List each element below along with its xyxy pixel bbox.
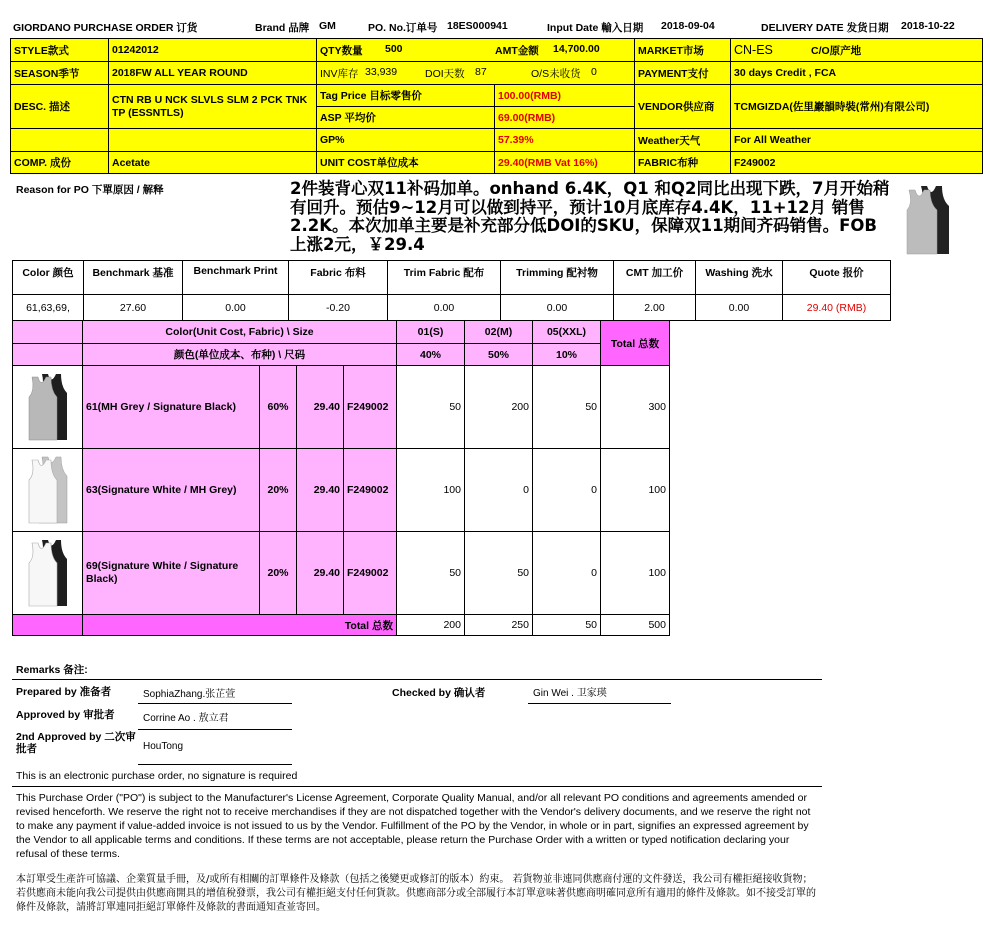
inv-label: INV库存 (320, 67, 359, 80)
qty-cell: 0 (533, 449, 601, 532)
size-header-en: Color(Unit Cost, Fabric) \ Size (83, 321, 397, 344)
row-total: 300 (601, 366, 670, 449)
cost-header-row (13, 261, 891, 295)
po-header (13, 20, 973, 36)
reason-text: 2件装背心双11补码加单。onhand 6.4K，Q1 和Q2同比出现下跌，7月开始稍有回升。预估9~12月可以做到持平，预计10月底库存4.4K，11+12月 销售2.2K。本次加单主要是补充部分低DOI的SKU，保障双11期间齐码销售。FOB上涨2元，￥29.4 (290, 179, 890, 254)
product-thumbnail-image (905, 184, 951, 256)
vendor-label: VENDOR供应商 (635, 85, 731, 129)
cost-header-cell: Color 颜色 (13, 261, 84, 295)
color-thumbnail (13, 449, 83, 532)
comp-value: Acetate (109, 152, 317, 174)
color-cost: 29.40 (297, 366, 344, 449)
color-name: 69(Signature White / Signature Black) (83, 532, 260, 615)
color-thumbnail (13, 532, 83, 615)
color-fabric: F249002 (344, 366, 397, 449)
qty-cell: 0 (465, 449, 533, 532)
table-row (13, 449, 670, 532)
qty-label: QTY数量 (320, 44, 363, 57)
os-label: O/S未收货 (531, 68, 581, 80)
blank-cell (109, 129, 317, 152)
qty-amt-cell (317, 39, 635, 62)
qty-cell: 100 (397, 449, 465, 532)
grand-total-cell: 200 (397, 615, 465, 636)
color-pct: 60% (260, 366, 297, 449)
size-pct: 50% (465, 344, 533, 366)
blank-cell (11, 129, 109, 152)
inv-value: 33,939 (365, 66, 398, 78)
grand-total-cell: 500 (601, 615, 670, 636)
row-total: 100 (601, 532, 670, 615)
white-grey-tank-image (27, 455, 69, 525)
prepared-by-name: SophiaZhang.张芷萱 (143, 689, 236, 700)
style-value: 01242012 (109, 39, 317, 62)
color-pct: 20% (260, 532, 297, 615)
legal-terms-cn: 本訂單受生產許可協議、企業質量手冊，及/或所有相關的訂單條件及條款（包括之後變更或修訂的版本）約束。 若貨物並非連同供應商付運的文件發送，我公司有權拒絕接收貨物；若供應商未能向我公司提供由供應商開具的增值稅發票，我公司有權拒絕支付任何貨款。供應商部分或全部履行本訂單意味著供應商明確同意所有適用的條件及條款。如不接受訂單的條件及條款，請將訂單連同拒絕訂單條件及條款的書面通知查並寄回。 (16, 874, 816, 913)
qty-value: 500 (385, 43, 403, 55)
signature-line (138, 729, 292, 730)
signature-line (528, 703, 671, 704)
second-approved-name: HouTong (143, 741, 184, 752)
quote-value-cell: 29.40 (RMB) (783, 295, 891, 321)
size-breakdown-table (12, 320, 670, 636)
grand-total-cell: 50 (533, 615, 601, 636)
input-date: 2018-09-04 (661, 20, 715, 32)
input-date-label: Input Date 輸入日期 (547, 22, 644, 34)
cost-header-cell: CMT 加工价 (614, 261, 696, 295)
divider (12, 786, 822, 787)
approved-by-name: Corrine Ao . 敖立君 (143, 713, 229, 724)
size-name: 02(M) (465, 321, 533, 344)
qty-cell: 50 (465, 532, 533, 615)
blank-cell (13, 615, 83, 636)
desc-label: DESC. 描述 (11, 85, 109, 129)
color-pct: 20% (260, 449, 297, 532)
os-value: 0 (591, 66, 597, 78)
cost-header-cell: Benchmark 基准 (84, 261, 183, 295)
co-label: C/O原产地 (811, 45, 862, 57)
season-label: SEASON季节 (11, 62, 109, 85)
gp-value: 57.39% (495, 129, 635, 152)
market-cell (731, 39, 983, 62)
cost-value-cell: 27.60 (84, 295, 183, 321)
checked-by-name: Gin Wei . 卫家瑛 (533, 688, 607, 699)
style-label: STYLE款式 (11, 39, 109, 62)
color-thumbnail (13, 366, 83, 449)
inv-cell (317, 62, 635, 85)
signature-line (138, 703, 292, 704)
fabric-value: F249002 (731, 152, 983, 174)
grand-total-cell: 250 (465, 615, 533, 636)
amt-label: AMT金额 (495, 45, 539, 57)
grand-total-row (13, 615, 670, 636)
color-fabric: F249002 (344, 532, 397, 615)
grand-total-label: Total 总数 (83, 615, 397, 636)
color-name: 61(MH Grey / Signature Black) (83, 366, 260, 449)
cost-value-row (13, 295, 891, 321)
payment-label: PAYMENT支付 (635, 62, 731, 85)
brand-value: GM (319, 20, 336, 32)
cost-header-cell: Quote 报价 (783, 261, 891, 295)
season-value: 2018FW ALL YEAR ROUND (109, 62, 317, 85)
cost-header-cell: Trimming 配衬物 (501, 261, 614, 295)
size-header-cn: 颜色(单位成本、布种) \ 尺码 (83, 344, 397, 366)
po-title: GIORDANO PURCHASE ORDER 订货 (13, 22, 198, 34)
delivery-date: 2018-10-22 (901, 20, 955, 32)
grey-black-tank-image (27, 372, 69, 442)
color-fabric: F249002 (344, 449, 397, 532)
total-header: Total 总数 (601, 321, 670, 366)
doi-label: DOI天数 (425, 68, 465, 80)
cost-header-cell: Washing 洗水 (696, 261, 783, 295)
brand-label: Brand 品牌 (255, 22, 310, 34)
reason-label: Reason for PO 下單原因 / 解释 (16, 184, 164, 196)
qty-cell: 50 (397, 366, 465, 449)
size-name: 01(S) (397, 321, 465, 344)
size-pct: 40% (397, 344, 465, 366)
cost-value-cell: 0.00 (388, 295, 501, 321)
fabric-label: FABRIC布种 (635, 152, 731, 174)
unit-cost-value: 29.40(RMB Vat 16%) (495, 152, 635, 174)
cost-value-cell: -0.20 (289, 295, 388, 321)
size-pct: 10% (533, 344, 601, 366)
comp-label: COMP. 成份 (11, 152, 109, 174)
electronic-notice: This is an electronic purchase order, no signature is required (16, 770, 298, 782)
cost-breakdown-table (12, 260, 891, 321)
doi-value: 87 (475, 66, 487, 78)
signature-line (138, 764, 292, 765)
tag-price-label: Tag Price 目标零售价 (317, 85, 495, 107)
color-cost: 29.40 (297, 449, 344, 532)
color-cost: 29.40 (297, 532, 344, 615)
cost-header-cell: Trim Fabric 配布 (388, 261, 501, 295)
color-name: 63(Signature White / MH Grey) (83, 449, 260, 532)
table-row (13, 532, 670, 615)
row-total: 100 (601, 449, 670, 532)
delivery-date-label: DELIVERY DATE 发货日期 (761, 22, 889, 34)
legal-terms-en: This Purchase Order ("PO") is subject to the Manufacturer's License Agreement, Corporate Quality Manual, and/or all relevant PO conditions and agreements amended or revised henceforth. We reserve the right not to receive merchandises if they are not dispatched together with the Vendor's delivery documents, and we reserve the right not to make any payment if value-added invoice is not issued to us by the Vendor. Fulfillment of the PO by the Vendor, in whole or in part, signifies an expressed agreement by the Vendor to all applicable terms and conditions. If these terms are not acceptable, please return the Purchase Order with a written or typed notification declaring your refusal of these terms. (16, 792, 811, 860)
unit-cost-label: UNIT COST单位成本 (317, 152, 495, 174)
cost-value-cell: 0.00 (696, 295, 783, 321)
cost-value-cell: 0.00 (501, 295, 614, 321)
cost-header-cell: Benchmark Print (183, 261, 289, 295)
qty-cell: 200 (465, 366, 533, 449)
size-name: 05(XXL) (533, 321, 601, 344)
po-info-grid (10, 38, 983, 174)
qty-cell: 50 (533, 366, 601, 449)
qty-cell: 50 (397, 532, 465, 615)
table-row (13, 366, 670, 449)
checked-by-label: Checked by 确认者 (392, 687, 486, 699)
po-number-label: PO. No.订单号 (368, 22, 438, 34)
cost-header-cell: Fabric 布料 (289, 261, 388, 295)
vendor-value: TCMGIZDA(佐里巖韻時裝(常州)有限公司) (731, 85, 983, 129)
blank-cell (13, 321, 83, 344)
divider (12, 679, 822, 680)
asp-label: ASP 平均价 (317, 107, 495, 129)
white-black-tank-image (27, 538, 69, 608)
second-approved-label: 2nd Approved by 二次审批者 (16, 731, 136, 755)
cost-value-cell: 61,63,69, (13, 295, 84, 321)
po-number: 18ES000941 (447, 20, 508, 32)
amt-value: 14,700.00 (553, 43, 600, 55)
blank-cell (13, 344, 83, 366)
asp-value: 69.00(RMB) (495, 107, 635, 129)
market-value: CN-ES (734, 43, 773, 57)
cost-value-cell: 0.00 (183, 295, 289, 321)
gp-label: GP% (317, 129, 495, 152)
weather-value: For All Weather (731, 129, 983, 152)
cost-value-cell: 2.00 (614, 295, 696, 321)
prepared-by-label: Prepared by 准备者 (16, 686, 112, 698)
desc-value: CTN RB U NCK SLVLS SLM 2 PCK TNK TP (ESSNTLS) (109, 85, 317, 129)
market-label: MARKET市场 (635, 39, 731, 62)
qty-cell: 0 (533, 532, 601, 615)
tag-price-value: 100.00(RMB) (495, 85, 635, 107)
payment-value: 30 days Credit , FCA (731, 62, 983, 85)
approved-by-label: Approved by 审批者 (16, 709, 115, 721)
remarks-label: Remarks 备注: (16, 664, 88, 676)
weather-label: Weather天气 (635, 129, 731, 152)
